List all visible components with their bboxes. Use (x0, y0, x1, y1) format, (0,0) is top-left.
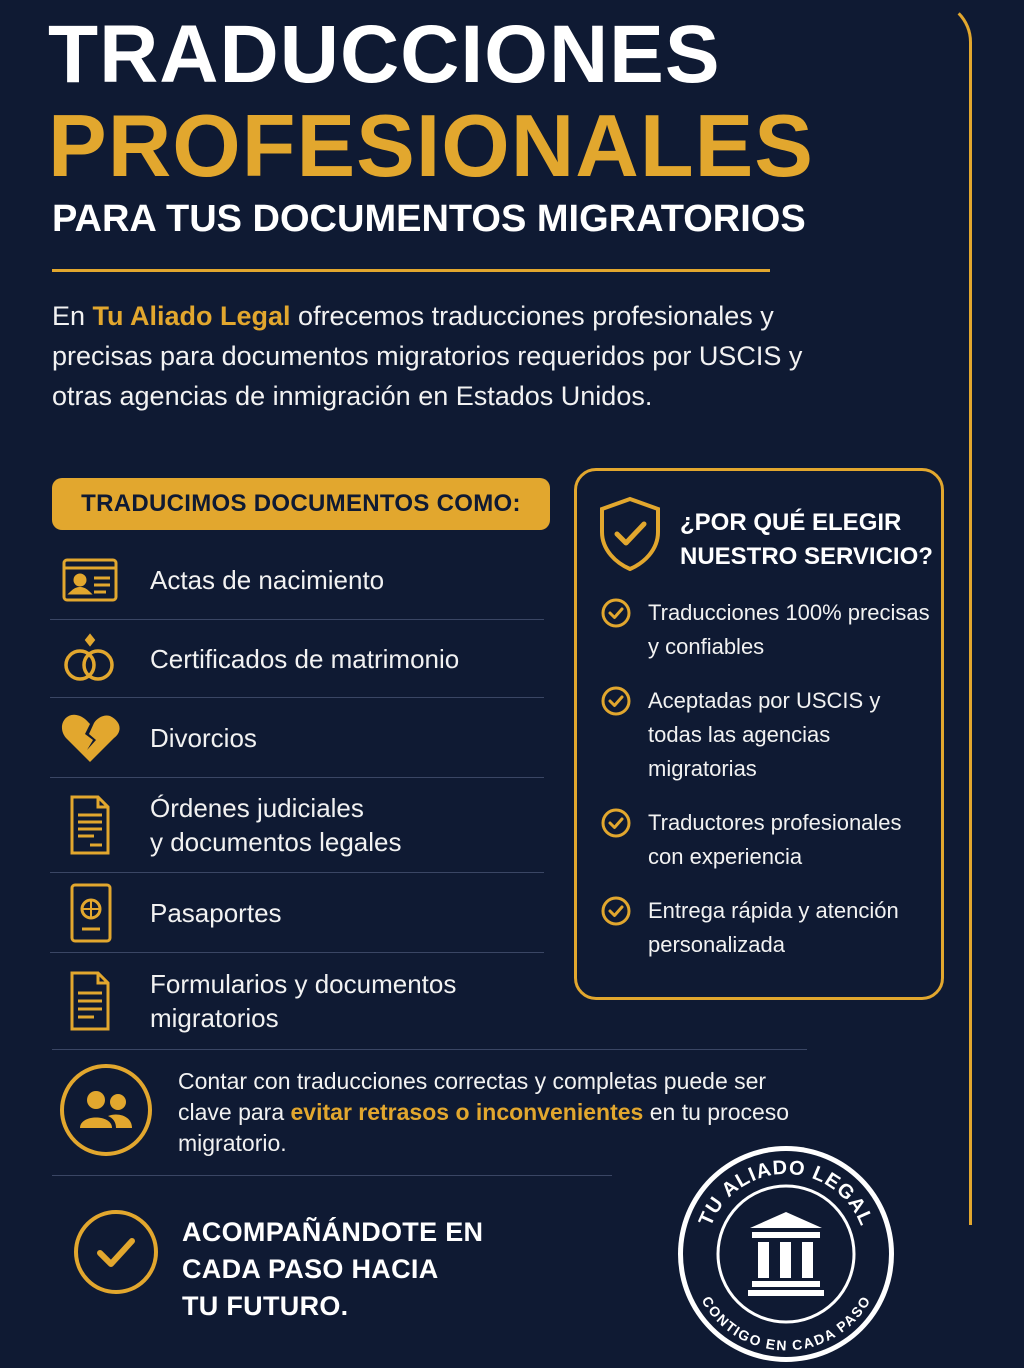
doc-label: Pasaportes (150, 897, 282, 928)
section-divider (52, 1049, 807, 1050)
doc-label-line-1: Órdenes judiciales (150, 793, 364, 823)
doc-label-line-2: y documentos legales (150, 827, 402, 857)
why-title (680, 506, 933, 574)
list-item (50, 698, 544, 778)
title-line-1: TRADUCCIONES (48, 9, 721, 100)
wedding-rings-icon (50, 627, 130, 691)
title-divider (52, 269, 770, 272)
why-title-line-2: NUESTRO SERVICIO? (680, 543, 933, 570)
tu-aliado-legal-seal-logo (672, 1140, 900, 1368)
doc-label: Actas de nacimiento (150, 564, 385, 595)
why-item-text: Traducciones 100% precisas y confiables (648, 600, 930, 659)
people-icon (58, 1062, 154, 1158)
subtitle: PARA TUS DOCUMENTOS MIGRATORIOS (52, 198, 806, 240)
doc-label-line-2: migratorios (150, 1002, 279, 1033)
list-item (50, 620, 544, 698)
intro-paragraph (52, 296, 812, 416)
doc-label (150, 791, 401, 859)
slogan-line-3: TU FUTURO. (182, 1291, 349, 1321)
doc-label (150, 967, 456, 1035)
check-circle-icon (600, 807, 632, 839)
check-circle-icon (600, 685, 632, 717)
shield-check-icon (598, 496, 662, 572)
courthouse-icon (748, 1212, 824, 1296)
check-circle-icon (72, 1208, 160, 1296)
broken-heart-icon (50, 706, 130, 770)
doc-label: Certificados de matrimonio (150, 643, 460, 674)
title-line-2: PROFESIONALES (48, 96, 814, 195)
legal-document-icon (50, 793, 130, 857)
why-item-text: Entrega rápida y atención personalizada (648, 898, 899, 957)
why-item-text: Aceptadas por USCIS y todas las agencias migratorias (648, 688, 881, 781)
note-highlight: evitar retrasos o inconvenientes (290, 1099, 644, 1125)
slogan-line-1: ACOMPAÑÁNDOTE EN (182, 1217, 484, 1247)
check-circle-icon (600, 895, 632, 927)
list-item (50, 953, 544, 1048)
why-item (600, 596, 930, 664)
list-item (50, 540, 544, 620)
doc-label-line-1: Formularios y documentos (150, 968, 457, 999)
list-item (50, 873, 544, 953)
slogan (182, 1214, 483, 1325)
slogan-line-2: CADA PASO HACIA (182, 1254, 439, 1284)
why-title-line-1: ¿POR QUÉ ELEGIR (680, 509, 902, 536)
intro-brand: Tu Aliado Legal (92, 301, 291, 331)
check-circle-icon (600, 597, 632, 629)
note-text-after: en tu proceso migratorio. (178, 1099, 790, 1156)
passport-icon (50, 881, 130, 945)
why-item (600, 894, 930, 962)
documents-list (50, 540, 544, 1048)
doc-label: Divorcios (150, 722, 257, 753)
section-divider (52, 1175, 612, 1176)
intro-prefix: En (52, 301, 93, 331)
why-item (600, 806, 930, 874)
seal-bottom-text: CONTIGO EN CADA PASO (698, 1293, 874, 1354)
list-item (50, 778, 544, 873)
seal-top-text: TU ALIADO LEGAL (694, 1156, 878, 1230)
form-document-icon (50, 969, 130, 1033)
id-card-icon (50, 548, 130, 612)
note-text-before: Contar con traducciones correctas y completas puede ser clave para (178, 1068, 767, 1125)
intro-text: ofrecemos traducciones profesionales y precisas para documentos migratorios requeridos por USCIS y otras agencias de inmigración en Estados Unidos. (52, 301, 803, 411)
why-item (600, 684, 930, 786)
why-item-text: Traductores profesionales con experiencia (648, 810, 902, 869)
why-list (600, 596, 930, 962)
documents-heading: TRADUCIMOS DOCUMENTOS COMO: (52, 478, 550, 530)
